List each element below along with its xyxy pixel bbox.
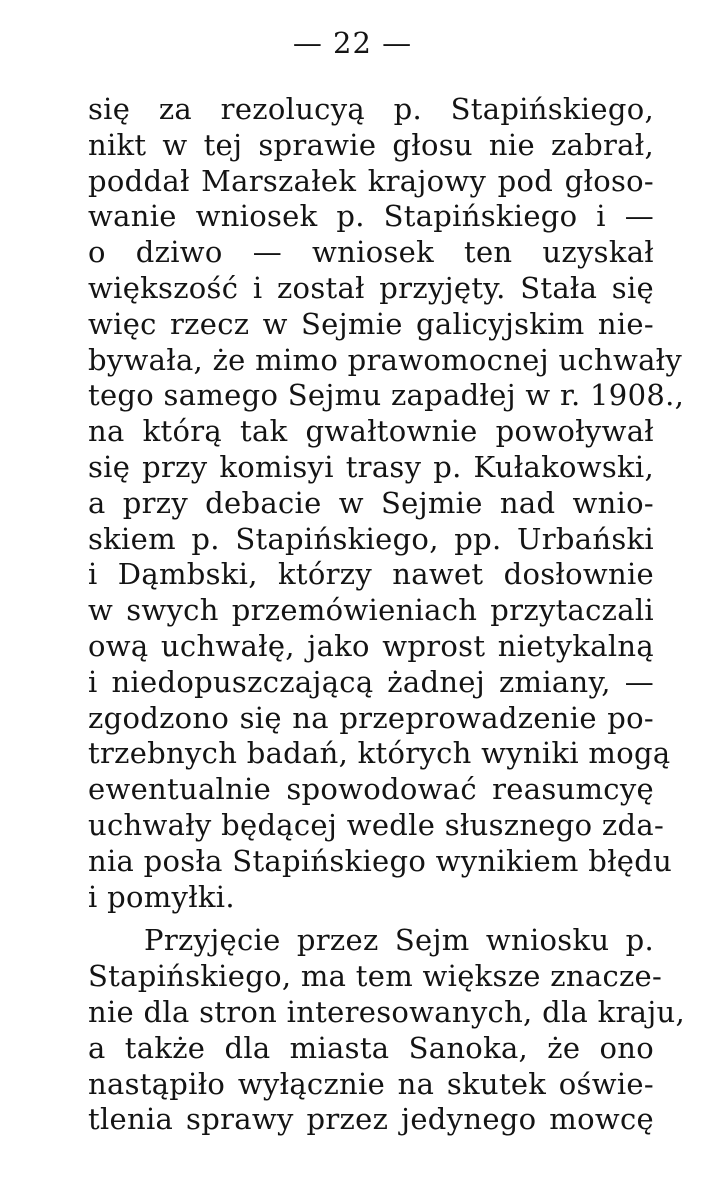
text-line: nia posła Stapińskiego wynikiem błędu <box>88 843 673 878</box>
text-line: w swych przemówieniach przytaczali <box>88 593 654 628</box>
text-line: większość i został przyjęty. Stała się <box>88 270 654 305</box>
text-line: Przyjęcie przez Sejm wniosku p. <box>144 923 654 958</box>
text-line: i pomyłki. <box>88 879 235 914</box>
text-line: bywała, że mimo prawomocnej uchwały <box>88 342 683 377</box>
paragraph-1 <box>88 92 685 915</box>
text-line: wanie wniosek p. Stapińskiego i — <box>88 199 654 234</box>
text-line: poddał Marszałek krajowy pod głoso- <box>88 163 654 198</box>
paragraph-2 <box>88 923 686 1138</box>
text-line: więc rzecz w Sejmie galicyjskim nie- <box>88 306 654 341</box>
text-line: ewentualnie spowodować reasumcyę <box>88 772 654 807</box>
text-line: nikt w tej sprawie głosu nie zabrał, <box>88 127 654 162</box>
text-line: zgodzono się na przeprowadzenie po- <box>88 700 654 735</box>
text-line: trzebnych badań, których wyniki mogą <box>88 736 671 771</box>
text-line: się za rezolucyą p. Stapińskiego, <box>88 92 654 126</box>
text-line: uchwały będącej wedle słusznego zda- <box>88 807 665 842</box>
text-line: i Dąmbski, którzy nawet dosłownie <box>88 557 654 592</box>
text-line: nastąpiło wyłącznie na skutek oświe- <box>88 1066 654 1101</box>
text-line: a przy debacie w Sejmie nad wnio- <box>88 485 654 520</box>
text-line: a także dla miasta Sanoka, że ono <box>88 1030 654 1065</box>
text-line: skiem p. Stapińskiego, pp. Urbański <box>88 521 654 556</box>
text-line: na którą tak gwałtownie powoływał <box>88 414 654 449</box>
text-line: tego samego Sejmu zapadłej w r. 1908., <box>88 378 685 413</box>
text-line: nie dla stron interesowanych, dla kraju, <box>88 994 686 1029</box>
text-line: ową uchwałę, jako wprost nietykalną <box>88 628 654 663</box>
text-line: tlenia sprawy przez jedynego mowcę <box>88 1102 654 1137</box>
text-line: i niedopuszczającą żadnej zmiany, — <box>88 664 654 699</box>
text-line: o dziwo — wniosek ten uzyskał <box>88 235 654 270</box>
text-line: Stapińskiego, ma tem większe znacze- <box>88 959 663 994</box>
text-line: się przy komisyi trasy p. Kułakowski, <box>88 449 654 484</box>
body-text <box>88 92 686 1138</box>
page-number: — 22 — <box>292 26 413 60</box>
paragraph-gap <box>88 915 654 923</box>
